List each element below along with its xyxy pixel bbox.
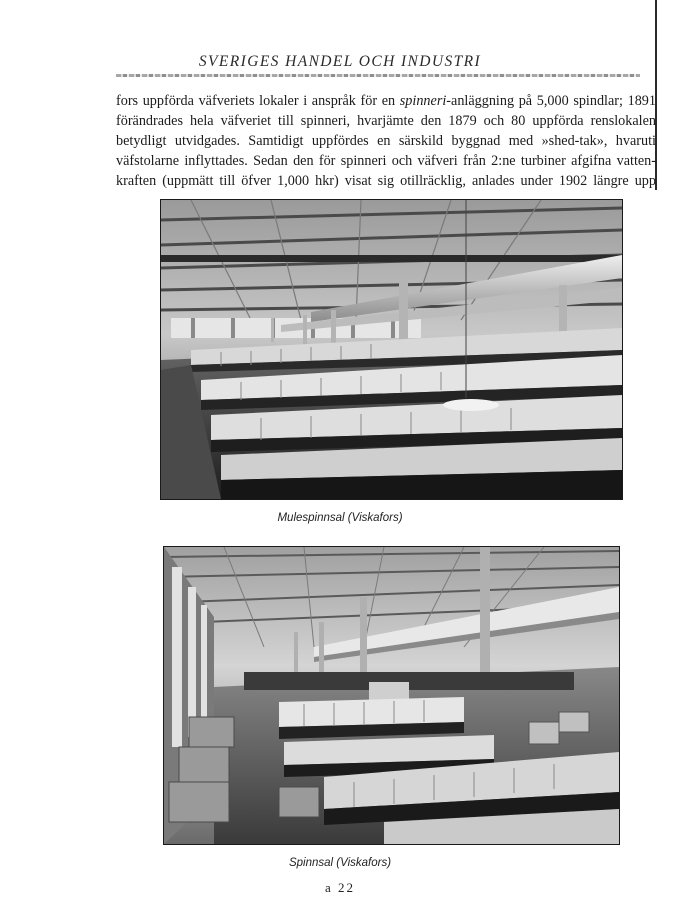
text-line-5: kraften (uppmätt till öfver 1,000 hkr) visat sig otillräcklig, anlades under 1902 längre upp — [116, 173, 656, 189]
text-line-2: förändrades hela väfveriet till spinneri, hvarjämte den 1879 och 80 uppförda renslokalen — [116, 113, 656, 129]
figure-caption-2: Spinnsal (Viskafors) — [288, 857, 392, 869]
photo-spinning-hall — [163, 546, 620, 845]
running-title: SVERIGES HANDEL OCH INDUSTRI — [198, 53, 482, 70]
text-line-1: fors uppförda väfveriets lokaler i anspråk för en spinneri-anläggning på 5,000 spindlar; 1891 — [116, 93, 656, 109]
text-line-3: betydligt utvidgades. Samtidigt uppfördes en särskild byggnad med »shed-tak», hvaruti — [116, 133, 656, 149]
figure-caption-1: Mulespinnsal (Viskafors) — [277, 512, 403, 524]
page-number: a 22 — [324, 880, 356, 895]
photo-mule-spinning-hall-image — [161, 200, 622, 499]
header-rule — [116, 74, 640, 77]
body-paragraph — [116, 91, 656, 191]
text-line-4: väfstolarne inflyttades. Sedan den för spinneri och väfveri från 2:ne turbiner afgifna vatten- — [116, 153, 656, 169]
photo-spinning-hall-image — [164, 547, 619, 844]
photo-mule-spinning-hall — [160, 199, 623, 500]
